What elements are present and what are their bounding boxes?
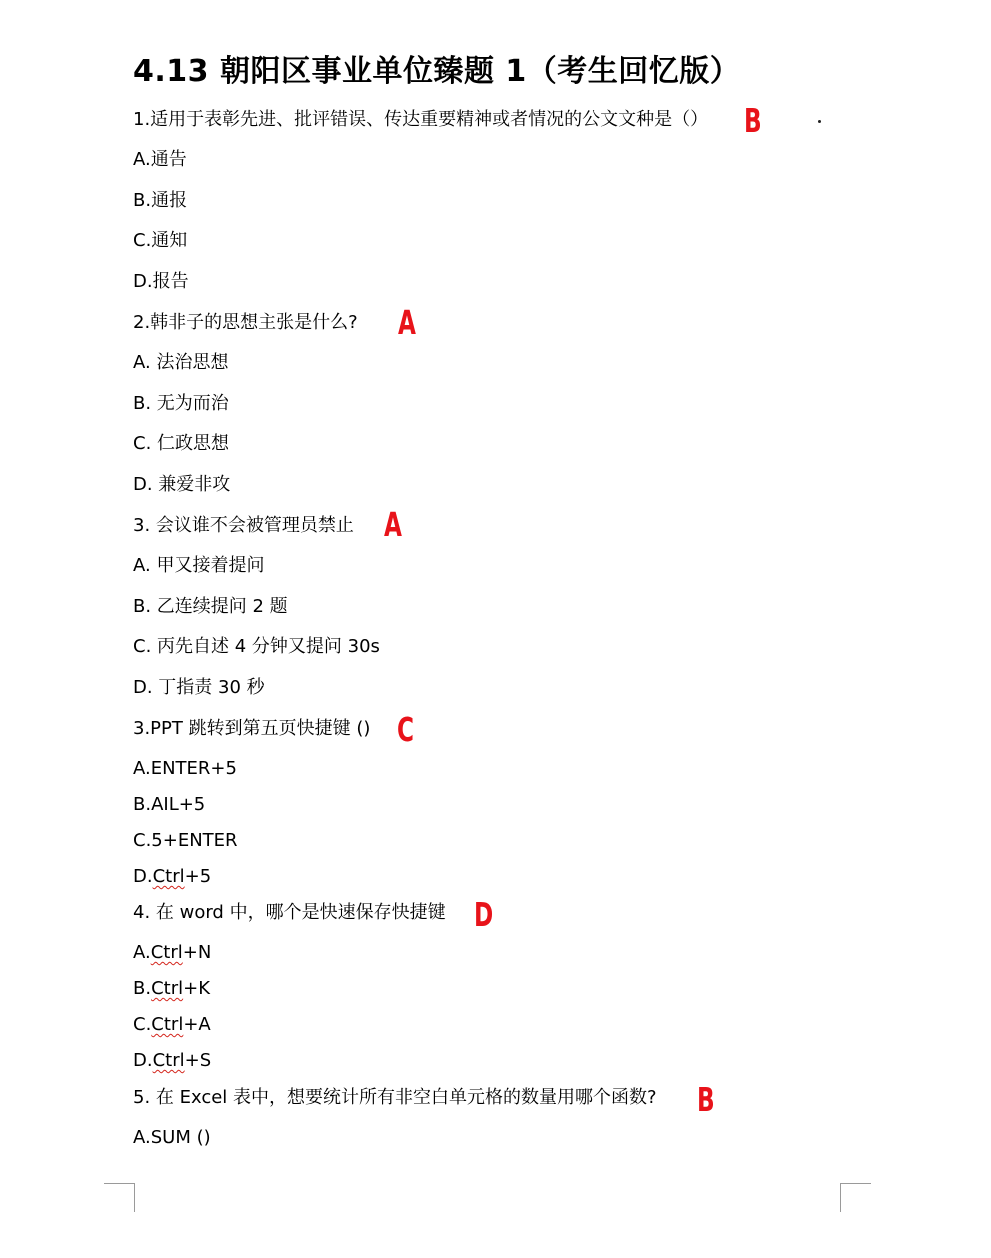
spellcheck-word: Ctrl	[152, 866, 185, 887]
question-3-answer-mark: A	[384, 505, 402, 544]
question-4-option-b: B.AIL+5	[133, 794, 206, 815]
spellcheck-word: Ctrl	[150, 942, 183, 963]
question-3-option-d: D. 丁指责 30 秒	[133, 677, 265, 698]
option-suffix: +N	[182, 942, 212, 963]
spellcheck-word: Ctrl	[151, 978, 184, 999]
option-prefix: D.	[133, 1050, 153, 1071]
question-4-stem: 3.PPT 跳转到第五页快捷键 ()	[133, 718, 371, 739]
question-2-option-d: D. 兼爱非攻	[133, 474, 231, 495]
option-suffix: +5	[184, 866, 212, 887]
spellcheck-word: Ctrl	[152, 1050, 185, 1071]
question-4-option-d	[133, 865, 211, 889]
question-6-answer-mark: B	[697, 1080, 715, 1119]
spellcheck-word: Ctrl	[151, 1014, 184, 1035]
question-1-option-d: D.报告	[133, 271, 189, 292]
page-corner-mark-right	[840, 1183, 871, 1212]
question-1-option-c: C.通知	[133, 230, 188, 251]
question-2-option-a: A. 法治思想	[133, 352, 229, 373]
question-5-option-c	[133, 1013, 211, 1037]
question-4-option-a: A.ENTER+5	[133, 758, 237, 779]
option-prefix: B.	[133, 978, 152, 999]
question-1-stem: 1.适用于表彰先进、批评错误、传达重要精神或者情况的公文文种是（）	[133, 109, 709, 130]
question-3-option-a: A. 甲又接着提问	[133, 555, 265, 576]
question-2-option-b: B. 无为而治	[133, 393, 229, 414]
question-3-stem: 3. 会议谁不会被管理员禁止	[133, 515, 354, 536]
question-6-stem: 5. 在 Excel 表中，想要统计所有非空白单元格的数量用哪个函数?	[133, 1087, 657, 1108]
page-corner-mark-left	[104, 1183, 135, 1212]
question-1-answer-mark: B	[744, 101, 762, 140]
option-suffix: +S	[184, 1050, 212, 1071]
question-5-option-d	[133, 1049, 211, 1073]
question-1-option-b: B.通报	[133, 190, 188, 211]
question-1-option-a: A.通告	[133, 149, 187, 170]
question-3-option-c: C. 丙先自述 4 分钟又提问 30s	[133, 636, 380, 657]
question-4-answer-mark: C	[397, 710, 415, 749]
question-5-stem: 4. 在 word 中，哪个是快速保存快捷键	[133, 902, 446, 923]
question-5-option-a	[133, 941, 211, 965]
question-4-option-c: C.5+ENTER	[133, 830, 238, 851]
document-title: 4.13 朝阳区事业单位臻题 1（考生回忆版）	[133, 54, 741, 89]
question-5-answer-mark: D	[474, 895, 494, 934]
question-6-option-a: A.SUM ()	[133, 1127, 211, 1148]
option-suffix: +A	[183, 1014, 211, 1035]
stray-dot	[818, 120, 821, 123]
option-suffix: +K	[183, 978, 210, 999]
question-3-option-b: B. 乙连续提问 2 题	[133, 596, 288, 617]
question-5-option-b	[133, 977, 210, 1001]
question-2-stem: 2.韩非子的思想主张是什么?	[133, 312, 358, 333]
option-prefix: D.	[133, 866, 153, 887]
option-prefix: C.	[133, 1014, 152, 1035]
option-prefix: A.	[133, 942, 151, 963]
question-2-answer-mark: A	[398, 303, 416, 342]
question-2-option-c: C. 仁政思想	[133, 433, 230, 454]
